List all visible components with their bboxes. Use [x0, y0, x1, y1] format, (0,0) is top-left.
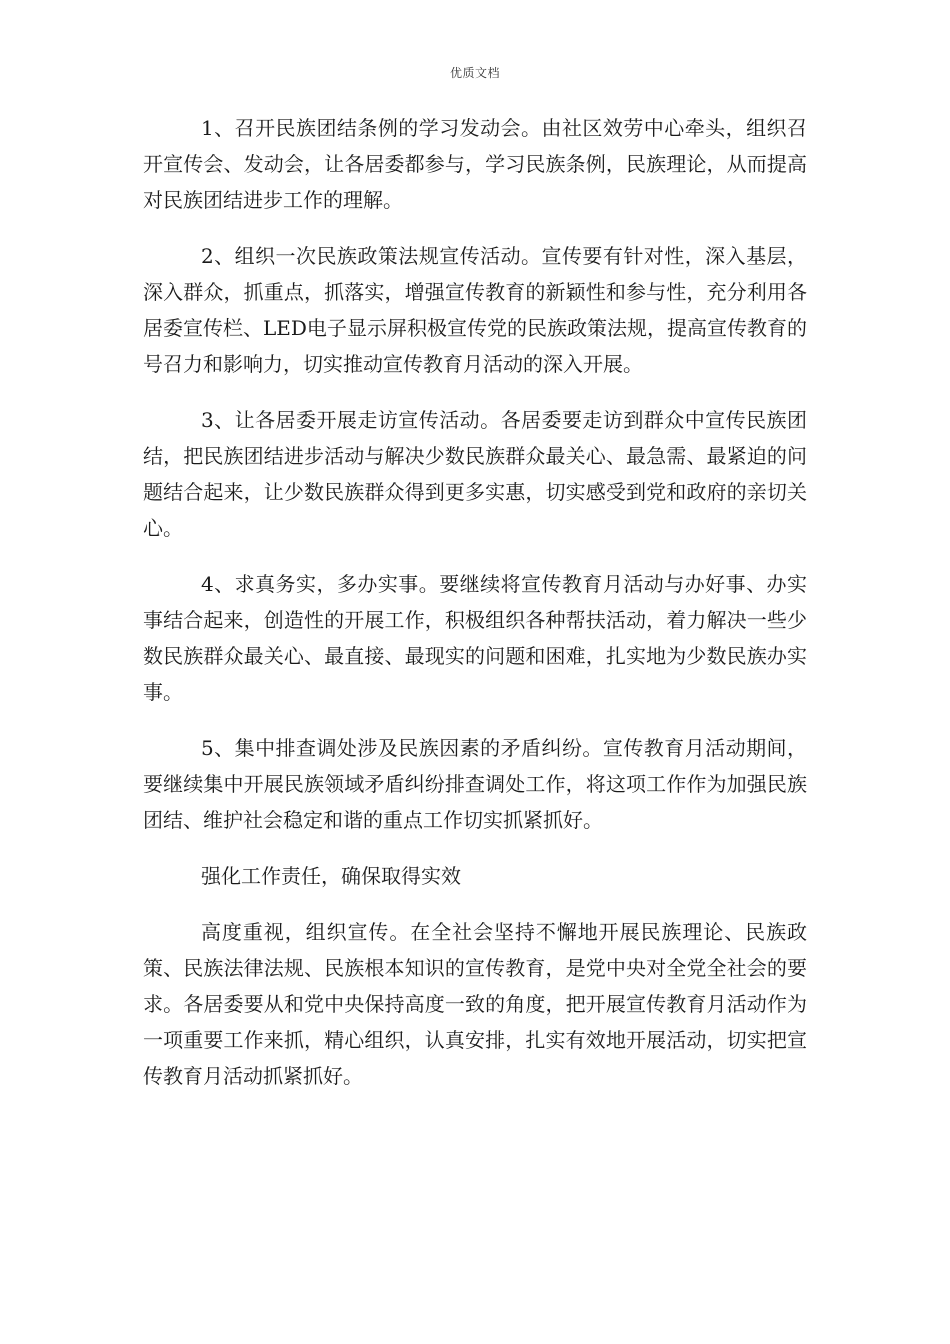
paragraph-1: 1、召开民族团结条例的学习发动会。由社区效劳中心牵头，组织召开宣传会、发动会，让各居委都参与，学习民族条例，民族理论，从而提高对民族团结进步工作的理解。: [143, 116, 807, 212]
section-heading: 强化工作责任，确保取得实效: [201, 864, 461, 888]
paragraph-3: 3、让各居委开展走访宣传活动。各居委要走访到群众中宣传民族团结，把民族团结进步活动与解决少数民族群众最关心、最急需、最紧迫的问题结合起来，让少数民族群众得到更多实惠，切实感受到党和政府的亲切关心。: [143, 408, 807, 540]
paragraph-2: 2、组织一次民族政策法规宣传活动。宣传要有针对性，深入基层，深入群众，抓重点，抓落实，增强宣传教育的新颖性和参与性，充分利用各居委宣传栏、LED电子显示屏积极宣传党的民族政策法规，提高宣传教育的号召力和影响力，切实推动宣传教育月活动的深入开展。: [143, 244, 807, 376]
paragraph-4: 4、求真务实，多办实事。要继续将宣传教育月活动与办好事、办实事结合起来，创造性的开展工作，积极组织各种帮扶活动，着力解决一些少数民族群众最关心、最直接、最现实的问题和困难，扎实地为少数民族办实事。: [143, 572, 807, 704]
document-body: [143, 110, 807, 1114]
page-header: 优质文档: [449, 66, 500, 80]
paragraph-7: 高度重视，组织宣传。在全社会坚持不懈地开展民族理论、民族政策、民族法律法规、民族根本知识的宣传教育，是党中央对全党全社会的要求。各居委要从和党中央保持高度一致的角度，把开展宣传教育月活动作为一项重要工作来抓，精心组织，认真安排，扎实有效地开展活动，切实把宣传教育月活动抓紧抓好。: [143, 920, 807, 1088]
paragraph-5: 5、集中排查调处涉及民族因素的矛盾纠纷。宣传教育月活动期间，要继续集中开展民族领域矛盾纠纷排查调处工作，将这项工作作为加强民族团结、维护社会稳定和谐的重点工作切实抓紧抓好。: [143, 736, 807, 832]
